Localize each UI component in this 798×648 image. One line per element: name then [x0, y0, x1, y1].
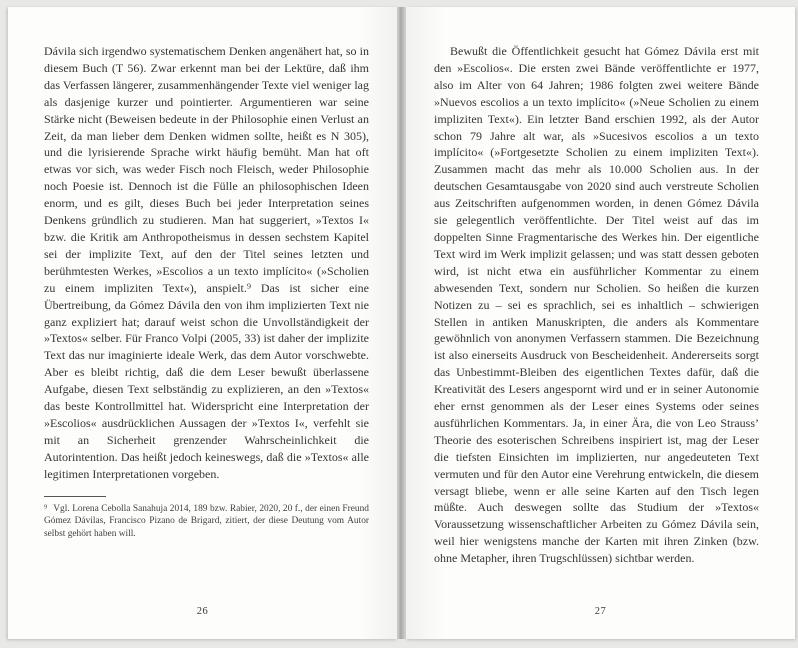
page-left	[8, 7, 397, 639]
left-page-body-text: Dávila sich irgendwo systematischem Denken angenähert hat, so in diesem Buch (T 56). Zwar erkennt man bei der Lektüre, daß ihm das Verfassen längerer, zusammenhängender Texte viel weniger lag als dasjenige kurzer und pointierter. Argumentieren war seine Stärke nicht (Beweisen bedeute in der Philosophie einen Verlust an Zeit, da man lieber dem Denken widmen sollte, heißt es N 305), und die lyrisierende Sprache wirkt häufig bemüht. Man hat oft etwas vor sich, was weder Fisch noch Fleisch, weder Philosophie noch Poesie ist. Dennoch ist die Fülle an philosophischen Ideen enorm, und es gilt, dieses Buch bei jeder Interpretation seines Denkens gründlich zu studieren. Man hat suggeriert, »Textos I« bzw. die Kritik am Anthropotheismus in dessen sechstem Kapitel sei der implizite Text, auf den der Titel seines letzten und berühmtesten Werkes, »Escolios a un texto implícito« (»Scholien zu einem impliziten Text«), anspielt.⁹ Das ist sicher eine Übertreibung, da Gómez Dávila den von ihm implizierten Text nie ganz expliziert hat; darauf weist schon die Unvollständigkeit der »Textos« selber. Für Franco Volpi (2005, 33) ist daher der implizite Text das nur imaginierte ideale Werk, das dem Autor vorschwebte. Aber es bleibt richtig, daß die dem Leser bewußt überlassene Aufgabe, diesen Text selbständig zu explizieren, an den »Textos« das beste Kontrollmittel hat. Widerspricht eine Interpretation der »Escolios« ausdrücklichen Aussagen der »Textos I«, verfehlt sie mit an Sicherheit grenzender Wahrscheinlichkeit die Autorintention. Das heißt jedoch keineswegs, daß die »Textos« alle legitimen Interpretationen vorgeben.	[44, 44, 369, 481]
gutter-shadow	[397, 7, 406, 639]
page-right-content	[406, 7, 795, 567]
footnote-text: Vgl. Lorena Cebolla Sanahuja 2014, 189 bzw. Rabier, 2020, 20 f., der einen Freund Gómez Dávilas, Francisco Pizano de Brigard, zitiert, der diese Deutung vom Autor selbst gehört haben will.	[44, 503, 369, 539]
page-number-left: 26	[196, 606, 209, 617]
footnote-marker: ⁹	[44, 503, 48, 514]
right-page-body-text: Bewußt die Öffentlichkeit gesucht hat Gómez Dávila erst mit den »Escolios«. Die ersten zwei Bände veröffentlichte er 1977, also im Alter von 64 Jahren; 1986 folgten zwei weitere Bände »Nuevos escolios a un texto implícito« (»Neue Scholien zu einem impliziten Text«). Ein letzter Band erschien 1992, als der Autor schon 79 Jahre alt war, als »Sucesivos escolios a un texto implícito« (»Fortgesetzte Scholien zu einem impliziten Text«). Zusammen macht das mehr als 10.000 Scholien aus. In der deutschen Gesamtausgabe von 2020 sind auch verstreute Scholien aus Zeitschriften aufgenommen worden, in denen Gómez Dávila sie gelegentlich veröffentlichte. Der Titel weist auf das im doppelten Sinne Fragmentarische des Werkes hin. Der eigentliche Text wird im Werk implizit gelassen; und was statt dessen geboten wird, ist nicht etwa ein ausführlicher Kommentar zu einem abwesenden Text, sondern nur Scholien. So heißen die kurzen Notizen zu – sei es sprachlich, sei es inhaltlich – schwierigen Stellen in antiken Manuskripten, die anders als Kommentare gewöhnlich von anonymen Verfassern stammen. Die Bezeichnung ist also einerseits Ausdruck von Bescheidenheit. Andererseits sorgt das Unbestimmt-Bleiben des eigentlichen Textes dafür, daß die Kreativität des Lesers angespornt wird und er in seiner Autonomie eher ernst genommen als der Leser eines Systems oder seines ausführlichen Kommentars. Ja, in einer Ära, die von Leo Strauss’ Theorie des esoterischen Schreibens inspiriert ist, mag der Leser die tiefsten Einsichten im implizierten, nur angedeuteten Text vermuten und für den Autor eine Verehrung entwickeln, die diesem versagt bliebe, wenn er alle seine Karten auf den Tisch legen müßte. Auch deswegen sollte das Studium der »Textos« Voraussetzung wissenschaftlicher Arbeiten zu Gómez Dávila sein, weil hier wenigstens manche der Karten mit ihren Zinken (bzw. ohne Metapher, ihren Trugschlüssen) sichtbar werden.	[434, 44, 759, 566]
page-right	[406, 7, 795, 639]
footnote-rule	[44, 496, 106, 497]
page-left-content	[8, 7, 397, 540]
page-number-right: 27	[594, 606, 607, 617]
footnote	[44, 503, 369, 541]
